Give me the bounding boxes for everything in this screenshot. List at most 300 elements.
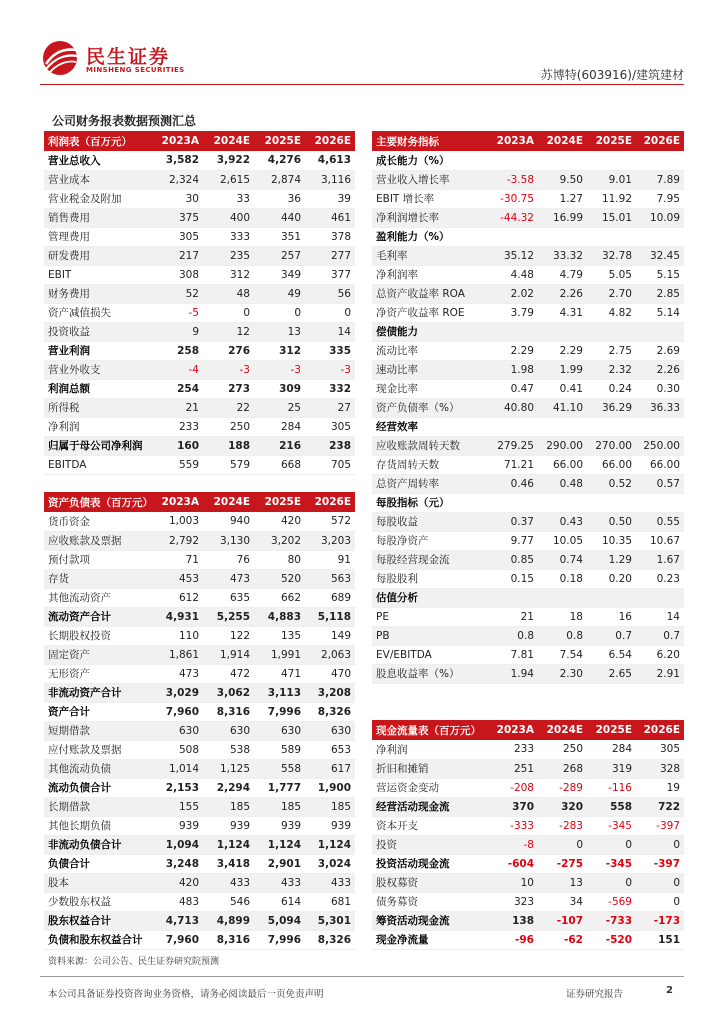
value-cell: 66.00 xyxy=(538,455,587,474)
row-label: 非流动资产合计 xyxy=(44,683,151,702)
value-cell: 420 xyxy=(151,873,203,892)
minsheng-logo xyxy=(40,36,220,82)
value-cell: 0.47 xyxy=(488,379,538,398)
row-label: 每股净资产 xyxy=(372,531,488,550)
row-label: 应付账款及票据 xyxy=(44,740,151,759)
row-label: EBIT xyxy=(44,265,151,284)
row-label: 净利润 xyxy=(372,740,488,759)
value-cell: 5,118 xyxy=(305,607,355,626)
value-cell: 2.85 xyxy=(636,284,684,303)
table-title-cell: 资产负债表（百万元） xyxy=(44,492,151,512)
table-row xyxy=(44,645,355,664)
value-cell: 375 xyxy=(151,208,203,227)
row-label: 现金净流量 xyxy=(372,930,488,949)
value-cell: 0 xyxy=(254,303,305,322)
value-cell: 328 xyxy=(636,759,684,778)
year-header-cell: 2024E xyxy=(538,131,587,151)
value-cell xyxy=(488,322,538,341)
value-cell xyxy=(538,417,587,436)
value-cell: 151 xyxy=(636,930,684,949)
value-cell xyxy=(636,417,684,436)
value-cell: -3 xyxy=(305,360,355,379)
row-label: 预付款项 xyxy=(44,550,151,569)
value-cell: 2,294 xyxy=(203,778,254,797)
table-row xyxy=(372,417,684,436)
value-cell: 433 xyxy=(254,873,305,892)
row-label: PE xyxy=(372,607,488,626)
table-row xyxy=(372,455,684,474)
row-label: 其他流动负债 xyxy=(44,759,151,778)
value-cell: 76 xyxy=(203,550,254,569)
value-cell: 22 xyxy=(203,398,254,417)
row-label: 非流动负债合计 xyxy=(44,835,151,854)
value-cell: 5.14 xyxy=(636,303,684,322)
value-cell: 370 xyxy=(488,797,538,816)
year-header-cell: 2026E xyxy=(636,131,684,151)
value-cell: 1,914 xyxy=(203,645,254,664)
row-label: 其他长期负债 xyxy=(44,816,151,835)
row-label: 销售费用 xyxy=(44,208,151,227)
value-cell: 35.12 xyxy=(488,246,538,265)
value-cell: 400 xyxy=(203,208,254,227)
table-row xyxy=(44,303,355,322)
value-cell: 323 xyxy=(488,892,538,911)
value-cell: 250.00 xyxy=(636,436,684,455)
value-cell: 377 xyxy=(305,265,355,284)
row-label: 应收账款及票据 xyxy=(44,531,151,550)
value-cell: 2.69 xyxy=(636,341,684,360)
value-cell: 2.65 xyxy=(587,664,636,683)
table-row xyxy=(44,911,355,930)
year-header-cell: 2024E xyxy=(203,131,254,151)
table-row xyxy=(44,436,355,455)
row-label: 资本开支 xyxy=(372,816,488,835)
value-cell: 546 xyxy=(203,892,254,911)
table-row xyxy=(372,550,684,569)
value-cell: -520 xyxy=(587,930,636,949)
row-label: 营业利润 xyxy=(44,341,151,360)
value-cell: 472 xyxy=(203,664,254,683)
table-row xyxy=(372,436,684,455)
value-cell: 233 xyxy=(151,417,203,436)
row-label: 盈利能力（%） xyxy=(372,227,488,246)
value-cell: 939 xyxy=(254,816,305,835)
value-cell: -275 xyxy=(538,854,587,873)
value-cell: 349 xyxy=(254,265,305,284)
value-cell: 1,124 xyxy=(203,835,254,854)
value-cell: 135 xyxy=(254,626,305,645)
value-cell: 351 xyxy=(254,227,305,246)
table-row xyxy=(372,835,684,854)
value-cell: 572 xyxy=(305,512,355,531)
value-cell: 3,922 xyxy=(203,151,254,170)
value-cell: 433 xyxy=(203,873,254,892)
value-cell: 520 xyxy=(254,569,305,588)
value-cell: 312 xyxy=(203,265,254,284)
value-cell: 453 xyxy=(151,569,203,588)
value-cell: 0.30 xyxy=(636,379,684,398)
value-cell: 2.26 xyxy=(636,360,684,379)
value-cell: 1,094 xyxy=(151,835,203,854)
row-label: 流动负债合计 xyxy=(44,778,151,797)
value-cell: -3 xyxy=(203,360,254,379)
row-label: 股权募资 xyxy=(372,873,488,892)
value-cell: 3.79 xyxy=(488,303,538,322)
row-label: 估值分析 xyxy=(372,588,488,607)
row-label: 营业收入增长率 xyxy=(372,170,488,189)
value-cell: 7,960 xyxy=(151,702,203,721)
value-cell: 4.79 xyxy=(538,265,587,284)
value-cell: 7.54 xyxy=(538,645,587,664)
value-cell: 1,014 xyxy=(151,759,203,778)
row-label: 管理费用 xyxy=(44,227,151,246)
row-label: 偿债能力 xyxy=(372,322,488,341)
value-cell xyxy=(538,227,587,246)
table-row xyxy=(372,284,684,303)
balance-sheet-table xyxy=(44,492,355,950)
table-row xyxy=(44,341,355,360)
row-label: 负债合计 xyxy=(44,854,151,873)
row-label: 总资产周转率 xyxy=(372,474,488,493)
value-cell: 6.54 xyxy=(587,645,636,664)
value-cell: 1.99 xyxy=(538,360,587,379)
table-row xyxy=(44,797,355,816)
row-label: PB xyxy=(372,626,488,645)
value-cell: 1,124 xyxy=(254,835,305,854)
row-label: 长期股权投资 xyxy=(44,626,151,645)
table-row xyxy=(44,170,355,189)
value-cell: 0 xyxy=(636,892,684,911)
table-row xyxy=(372,379,684,398)
value-cell: -116 xyxy=(587,778,636,797)
value-cell: 0 xyxy=(538,835,587,854)
value-cell: 258 xyxy=(151,341,203,360)
value-cell: 0.24 xyxy=(587,379,636,398)
value-cell: 0.43 xyxy=(538,512,587,531)
value-cell: -345 xyxy=(587,816,636,835)
value-cell: 0.8 xyxy=(488,626,538,645)
value-cell: 0.55 xyxy=(636,512,684,531)
page-number: 2 xyxy=(666,985,673,996)
value-cell: 0.52 xyxy=(587,474,636,493)
value-cell: 335 xyxy=(305,341,355,360)
row-label: 负债和股东权益合计 xyxy=(44,930,151,949)
value-cell: 305 xyxy=(151,227,203,246)
table-row xyxy=(44,816,355,835)
value-cell: 0.8 xyxy=(538,626,587,645)
value-cell: 1,900 xyxy=(305,778,355,797)
value-cell: 1.27 xyxy=(538,189,587,208)
value-cell: 25 xyxy=(254,398,305,417)
table-row xyxy=(372,360,684,379)
value-cell: 40.80 xyxy=(488,398,538,417)
value-cell: -3.58 xyxy=(488,170,538,189)
value-cell: 13 xyxy=(538,873,587,892)
value-cell: 559 xyxy=(151,455,203,474)
value-cell: 2.30 xyxy=(538,664,587,683)
value-cell: 0 xyxy=(636,873,684,892)
value-cell: 4,613 xyxy=(305,151,355,170)
table-row xyxy=(372,930,684,949)
value-cell: 0.23 xyxy=(636,569,684,588)
value-cell: 2.70 xyxy=(587,284,636,303)
value-cell: 284 xyxy=(254,417,305,436)
value-cell: 2,792 xyxy=(151,531,203,550)
value-cell: -5 xyxy=(151,303,203,322)
value-cell: -173 xyxy=(636,911,684,930)
value-cell xyxy=(587,227,636,246)
row-label: 固定资产 xyxy=(44,645,151,664)
value-cell: 0.46 xyxy=(488,474,538,493)
row-label: 无形资产 xyxy=(44,664,151,683)
row-label: 每股指标（元） xyxy=(372,493,488,512)
data-source-note: 资料来源：公司公告、民生证券研究院预测 xyxy=(48,957,220,967)
value-cell: 0 xyxy=(587,835,636,854)
value-cell: 630 xyxy=(254,721,305,740)
table-row xyxy=(44,664,355,683)
value-cell: 3,248 xyxy=(151,854,203,873)
row-label: 存货周转天数 xyxy=(372,455,488,474)
value-cell: 18 xyxy=(538,607,587,626)
row-label: 每股经营现金流 xyxy=(372,550,488,569)
value-cell: 138 xyxy=(488,911,538,930)
value-cell: 5.05 xyxy=(587,265,636,284)
table-row xyxy=(44,892,355,911)
value-cell: 1.67 xyxy=(636,550,684,569)
table-row xyxy=(44,227,355,246)
row-label: 投资活动现金流 xyxy=(372,854,488,873)
table-row xyxy=(44,626,355,645)
value-cell: 4.31 xyxy=(538,303,587,322)
row-label: 研发费用 xyxy=(44,246,151,265)
table-row xyxy=(44,512,355,531)
row-label: 筹资活动现金流 xyxy=(372,911,488,930)
table-header-row xyxy=(44,131,355,151)
table-row xyxy=(372,265,684,284)
value-cell: -397 xyxy=(636,854,684,873)
value-cell: -397 xyxy=(636,816,684,835)
row-label: EBITDA xyxy=(44,455,151,474)
table-row xyxy=(372,531,684,550)
table-row xyxy=(44,265,355,284)
table-row xyxy=(44,835,355,854)
value-cell: 9 xyxy=(151,322,203,341)
value-cell: 33 xyxy=(203,189,254,208)
value-cell: 7.81 xyxy=(488,645,538,664)
value-cell: 290.00 xyxy=(538,436,587,455)
value-cell: 71 xyxy=(151,550,203,569)
value-cell: 0.37 xyxy=(488,512,538,531)
row-label: 应收账款周转天数 xyxy=(372,436,488,455)
value-cell: -62 xyxy=(538,930,587,949)
value-cell: 7,996 xyxy=(254,702,305,721)
table-row xyxy=(44,417,355,436)
value-cell: 12 xyxy=(203,322,254,341)
table-row xyxy=(44,778,355,797)
value-cell: 579 xyxy=(203,455,254,474)
value-cell: 0.57 xyxy=(636,474,684,493)
value-cell: 185 xyxy=(305,797,355,816)
value-cell: 250 xyxy=(538,740,587,759)
value-cell: 1,003 xyxy=(151,512,203,531)
value-cell: 0.7 xyxy=(636,626,684,645)
row-label: 速动比率 xyxy=(372,360,488,379)
footer-disclaimer: 本公司具备证券投资咨询业务资格，请务必阅读最后一页免责声明 xyxy=(48,989,324,1000)
value-cell: -96 xyxy=(488,930,538,949)
value-cell: 3,208 xyxy=(305,683,355,702)
section-title: 公司财务报表数据预测汇总 xyxy=(52,114,197,128)
value-cell: 378 xyxy=(305,227,355,246)
value-cell: 14 xyxy=(305,322,355,341)
value-cell: 3,024 xyxy=(305,854,355,873)
table-row xyxy=(44,588,355,607)
year-header-cell: 2024E xyxy=(538,720,587,740)
table-row xyxy=(44,151,355,170)
value-cell: 10.67 xyxy=(636,531,684,550)
value-cell: 0.18 xyxy=(538,569,587,588)
logo-english-name: MINSHENG SECURITIES xyxy=(86,66,185,74)
value-cell: 0.41 xyxy=(538,379,587,398)
year-header-cell: 2023A xyxy=(488,131,538,151)
value-cell: 257 xyxy=(254,246,305,265)
value-cell: 3,203 xyxy=(305,531,355,550)
value-cell: 10 xyxy=(488,873,538,892)
value-cell: -345 xyxy=(587,854,636,873)
value-cell: 5,094 xyxy=(254,911,305,930)
footer-divider xyxy=(40,976,684,977)
value-cell: 11.92 xyxy=(587,189,636,208)
table-row xyxy=(372,322,684,341)
value-cell: 0 xyxy=(587,873,636,892)
year-header-cell: 2025E xyxy=(254,492,305,512)
value-cell: 461 xyxy=(305,208,355,227)
row-label: 资产减值损失 xyxy=(44,303,151,322)
row-label: 成长能力（%） xyxy=(372,151,488,170)
table-row xyxy=(372,778,684,797)
row-label: 少数股东权益 xyxy=(44,892,151,911)
value-cell: -283 xyxy=(538,816,587,835)
value-cell: 0.15 xyxy=(488,569,538,588)
row-label: 营业税金及附加 xyxy=(44,189,151,208)
value-cell: 630 xyxy=(151,721,203,740)
value-cell: 254 xyxy=(151,379,203,398)
value-cell: 4,276 xyxy=(254,151,305,170)
value-cell: 0 xyxy=(636,835,684,854)
row-label: 投资收益 xyxy=(44,322,151,341)
value-cell: 538 xyxy=(203,740,254,759)
value-cell: 277 xyxy=(305,246,355,265)
value-cell: -3 xyxy=(254,360,305,379)
value-cell: 36.29 xyxy=(587,398,636,417)
table-row xyxy=(372,512,684,531)
value-cell: 122 xyxy=(203,626,254,645)
value-cell: 558 xyxy=(254,759,305,778)
value-cell: 2,063 xyxy=(305,645,355,664)
value-cell: 7.95 xyxy=(636,189,684,208)
income-statement-table xyxy=(44,131,355,475)
value-cell xyxy=(488,417,538,436)
page-header xyxy=(40,36,684,82)
table-header-row xyxy=(372,131,684,151)
value-cell: 440 xyxy=(254,208,305,227)
value-cell xyxy=(636,322,684,341)
value-cell: 10.35 xyxy=(587,531,636,550)
table-row xyxy=(372,911,684,930)
row-label: 短期借款 xyxy=(44,721,151,740)
value-cell: 21 xyxy=(151,398,203,417)
table-row xyxy=(44,550,355,569)
footer-doc-type: 证券研究报告 xyxy=(566,989,624,1000)
row-label: 财务费用 xyxy=(44,284,151,303)
value-cell xyxy=(587,151,636,170)
year-header-cell: 2024E xyxy=(203,492,254,512)
value-cell: 7.89 xyxy=(636,170,684,189)
row-label: 长期借款 xyxy=(44,797,151,816)
value-cell: 48 xyxy=(203,284,254,303)
value-cell: 185 xyxy=(254,797,305,816)
value-cell: 1,861 xyxy=(151,645,203,664)
value-cell xyxy=(488,227,538,246)
table-row xyxy=(372,170,684,189)
value-cell: 34 xyxy=(538,892,587,911)
value-cell: 30 xyxy=(151,189,203,208)
value-cell xyxy=(587,417,636,436)
value-cell: -733 xyxy=(587,911,636,930)
value-cell: 9.77 xyxy=(488,531,538,550)
row-label: 净资产收益率 ROE xyxy=(372,303,488,322)
value-cell: 0.7 xyxy=(587,626,636,645)
table-row xyxy=(372,645,684,664)
value-cell: 15.01 xyxy=(587,208,636,227)
table-row xyxy=(44,759,355,778)
value-cell: 722 xyxy=(636,797,684,816)
logo-chinese-name: 民生证券 xyxy=(86,46,171,68)
table-row xyxy=(44,702,355,721)
row-label: EBIT 增长率 xyxy=(372,189,488,208)
value-cell: 332 xyxy=(305,379,355,398)
value-cell: 2,615 xyxy=(203,170,254,189)
value-cell: 319 xyxy=(587,759,636,778)
value-cell: 238 xyxy=(305,436,355,455)
value-cell: -4 xyxy=(151,360,203,379)
table-row xyxy=(44,607,355,626)
row-label: 利润总额 xyxy=(44,379,151,398)
value-cell: -107 xyxy=(538,911,587,930)
value-cell: 308 xyxy=(151,265,203,284)
value-cell: 4.48 xyxy=(488,265,538,284)
value-cell: -8 xyxy=(488,835,538,854)
row-label: EV/EBITDA xyxy=(372,645,488,664)
value-cell: 2.32 xyxy=(587,360,636,379)
value-cell: 3,113 xyxy=(254,683,305,702)
value-cell: 309 xyxy=(254,379,305,398)
table-row xyxy=(372,607,684,626)
value-cell: 21 xyxy=(488,607,538,626)
value-cell: 3,202 xyxy=(254,531,305,550)
value-cell: 49 xyxy=(254,284,305,303)
table-row xyxy=(372,227,684,246)
table-row xyxy=(372,588,684,607)
year-header-cell: 2025E xyxy=(254,131,305,151)
table-title-cell: 利润表（百万元） xyxy=(44,131,151,151)
row-label: 股东权益合计 xyxy=(44,911,151,930)
table-row xyxy=(372,189,684,208)
value-cell: 3,582 xyxy=(151,151,203,170)
value-cell: 36 xyxy=(254,189,305,208)
value-cell: 27 xyxy=(305,398,355,417)
value-cell: 2,901 xyxy=(254,854,305,873)
value-cell: 662 xyxy=(254,588,305,607)
